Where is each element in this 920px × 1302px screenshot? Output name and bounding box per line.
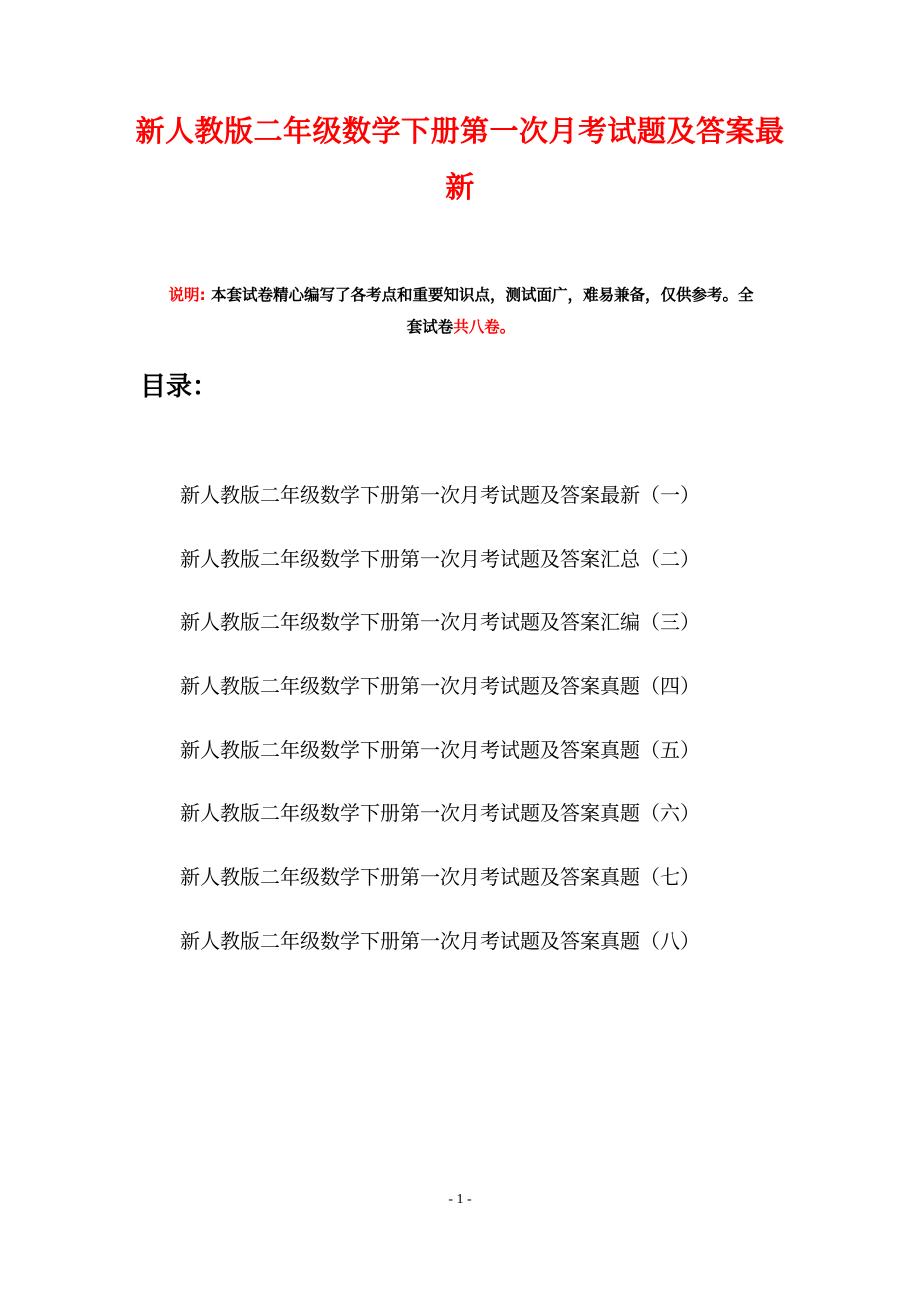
toc-item[interactable]: 新人教版二年级数学下册第一次月考试题及答案真题（六）: [180, 801, 700, 826]
page-number: - 1 -: [448, 1192, 472, 1207]
toc-item[interactable]: 新人教版二年级数学下册第一次月考试题及答案真题（八）: [180, 928, 700, 953]
toc-item[interactable]: 新人教版二年级数学下册第一次月考试题及答案汇编（三）: [180, 610, 700, 635]
note-body-line-2: 套试卷: [406, 318, 454, 336]
document-title-line-2: 新: [445, 170, 475, 204]
toc-item[interactable]: 新人教版二年级数学下册第一次月考试题及答案真题（四）: [180, 674, 700, 699]
toc-item[interactable]: 新人教版二年级数学下册第一次月考试题及答案真题（七）: [180, 865, 700, 890]
toc-item[interactable]: 新人教版二年级数学下册第一次月考试题及答案真题（五）: [180, 737, 700, 762]
note-line-1: [136, 279, 786, 311]
note-label: 说明:: [168, 286, 206, 304]
document-note: [136, 279, 786, 343]
toc-item[interactable]: 新人教版二年级数学下册第一次月考试题及答案汇总（二）: [180, 546, 700, 571]
document-title: [130, 103, 790, 215]
note-body: 本套试卷精心编写了各考点和重要知识点，测试面广，难易兼备，仅供参考。全: [205, 286, 754, 304]
table-of-contents: [180, 480, 700, 990]
note-line-2: [136, 311, 786, 343]
toc-heading: 目录：: [140, 372, 219, 402]
toc-item[interactable]: 新人教版二年级数学下册第一次月考试题及答案最新（一）: [180, 483, 700, 507]
note-highlight: 共八卷。: [453, 318, 516, 336]
document-title-line-1: 新人教版二年级数学下册第一次月考试题及答案最: [135, 114, 785, 148]
